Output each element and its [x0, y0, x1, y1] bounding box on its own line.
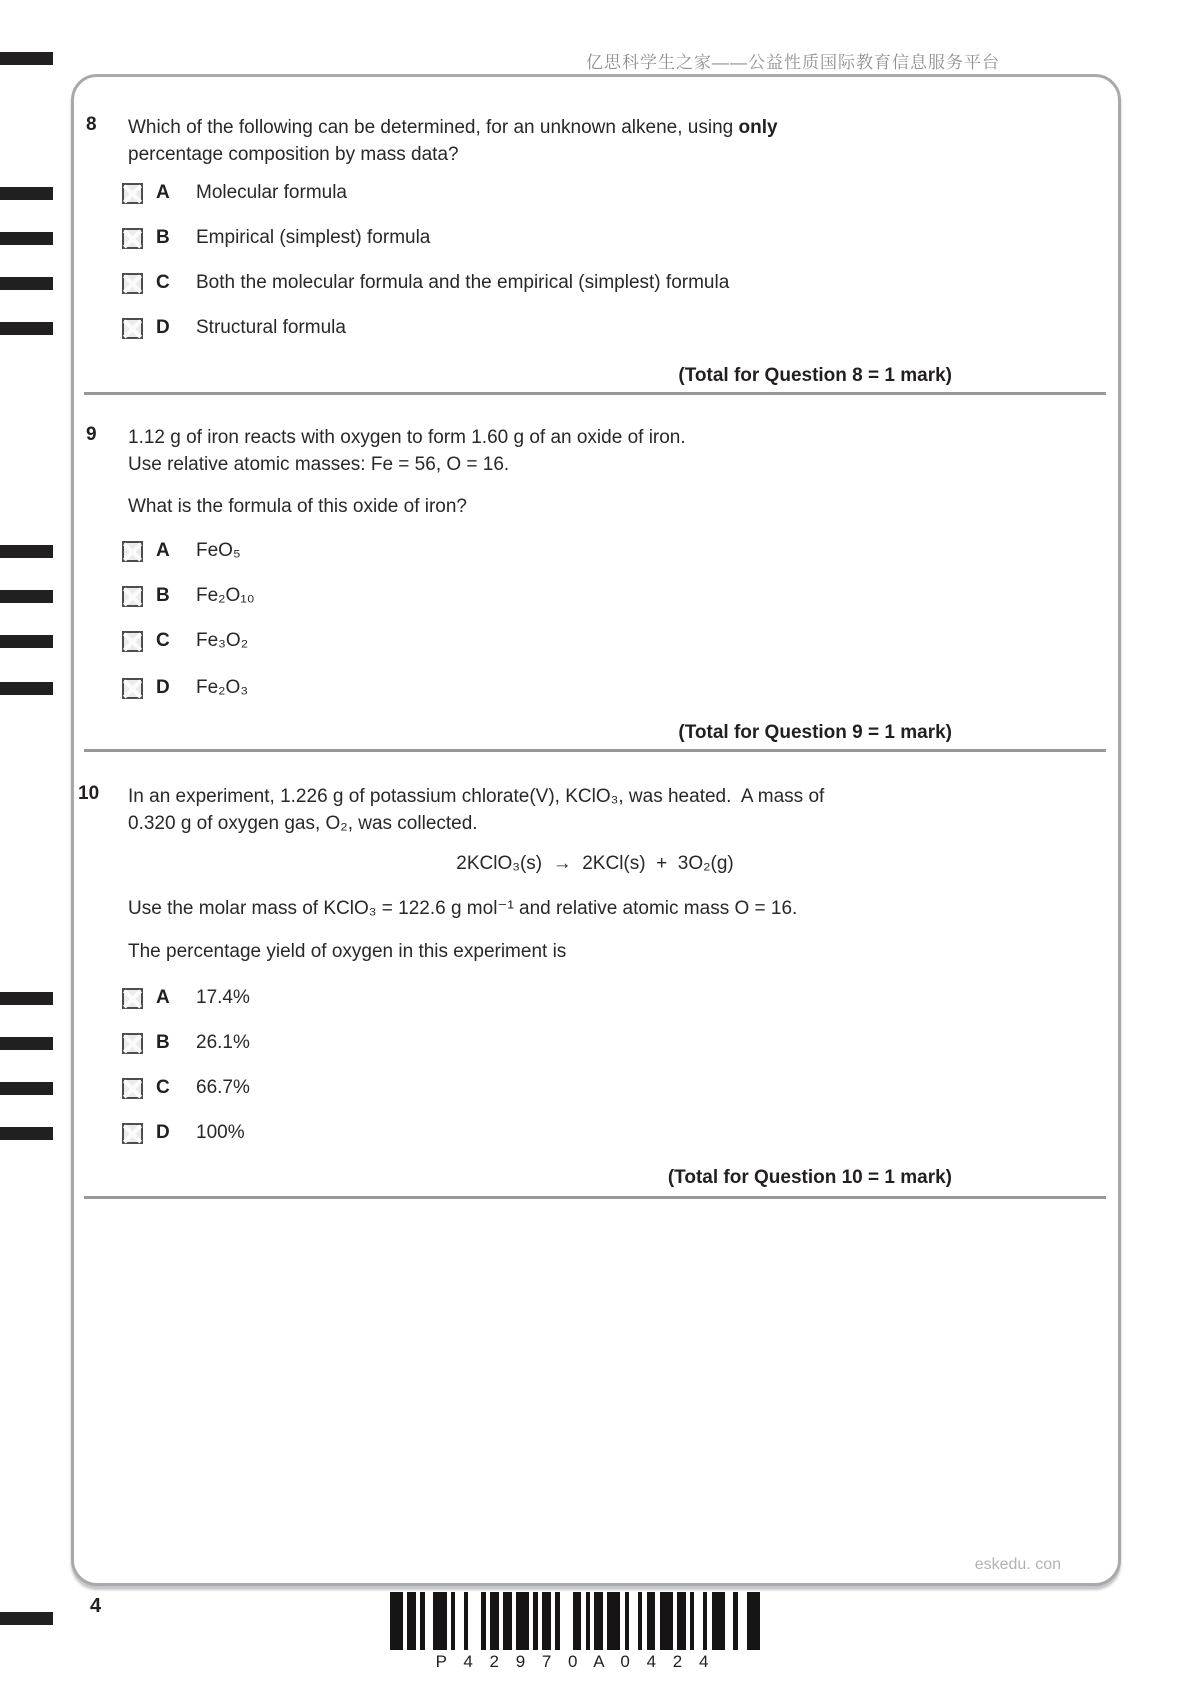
answer-checkbox[interactable]	[122, 988, 143, 1009]
question-number: 10	[78, 783, 100, 804]
option-letter: B	[156, 585, 170, 606]
registration-mark	[0, 545, 53, 558]
question-text-part: percentage composition by mass data?	[128, 144, 459, 165]
option-label: FeO₅	[196, 540, 241, 561]
answer-checkbox[interactable]	[122, 541, 143, 562]
option-row	[122, 628, 248, 654]
registration-mark	[0, 52, 53, 65]
option-letter: A	[156, 987, 170, 1008]
registration-mark	[0, 1082, 53, 1095]
chemical-equation: 2KClO₃(s) → 2KCl(s) + 3O₂(g)	[456, 853, 734, 874]
option-letter: A	[156, 540, 170, 561]
option-row	[122, 675, 248, 701]
registration-mark	[0, 187, 53, 200]
answer-checkbox[interactable]	[122, 1123, 143, 1144]
site-banner: 亿思科学生之家——公益性质国际教育信息服务平台	[586, 53, 1000, 72]
option-label: Both the molecular formula and the empirical (simplest) formula	[196, 272, 730, 293]
option-letter: C	[156, 272, 170, 293]
answer-checkbox[interactable]	[122, 273, 143, 294]
answer-checkbox[interactable]	[122, 318, 143, 339]
answer-checkbox[interactable]	[122, 631, 143, 652]
question-number: 9	[86, 424, 97, 445]
option-label: 17.4%	[196, 987, 250, 1008]
option-letter: A	[156, 182, 170, 203]
question-text-part: Which of the following can be determined, for an unknown alkene, using	[128, 117, 739, 138]
question-prompt: The percentage yield of oxygen in this experiment is	[128, 941, 567, 962]
option-letter: D	[156, 677, 170, 698]
watermark: eskedu. con	[974, 1556, 1061, 1573]
total-marks-line: (Total for Question 10 = 1 mark)	[667, 1167, 952, 1188]
question-text	[128, 783, 1078, 837]
registration-mark	[0, 590, 53, 603]
option-label: Fe₃O₂	[196, 630, 249, 651]
barcode-label: P 4 2 9 7 0 A 0 4 2 4	[435, 1652, 715, 1671]
answer-checkbox[interactable]	[122, 228, 143, 249]
option-row	[122, 315, 346, 341]
section-divider	[84, 749, 1106, 752]
section-divider	[84, 1196, 1106, 1199]
question-text-bold: only	[738, 117, 778, 138]
option-letter: B	[156, 1032, 170, 1053]
question-text-part: In an experiment, 1.226 g of potassium chlorate(V), KClO₃, was heated. A mass of	[128, 786, 825, 807]
option-row	[122, 583, 255, 609]
question-prompt: What is the formula of this oxide of iron?	[128, 496, 467, 517]
option-row	[122, 180, 347, 206]
option-row	[122, 1075, 250, 1101]
option-label: 66.7%	[196, 1077, 250, 1098]
question-text	[128, 424, 1078, 478]
option-row	[122, 538, 241, 564]
registration-mark	[0, 322, 53, 335]
option-row	[122, 270, 729, 296]
option-row	[122, 225, 430, 251]
answer-checkbox[interactable]	[122, 183, 143, 204]
option-label: Fe₂O₁₀	[196, 585, 255, 606]
registration-mark	[0, 1037, 53, 1050]
option-row	[122, 985, 250, 1011]
registration-mark	[0, 1612, 53, 1625]
question-text-part: Use relative atomic masses: Fe = 56, O = 16.	[128, 454, 510, 475]
total-marks-line: (Total for Question 8 = 1 mark)	[678, 365, 952, 386]
option-label: 26.1%	[196, 1032, 250, 1053]
section-divider	[84, 392, 1106, 395]
answer-checkbox[interactable]	[122, 586, 143, 607]
answer-checkbox[interactable]	[122, 1033, 143, 1054]
registration-mark	[0, 635, 53, 648]
option-letter: C	[156, 1077, 170, 1098]
registration-mark	[0, 232, 53, 245]
question-number: 8	[86, 114, 97, 135]
registration-mark	[0, 682, 53, 695]
option-letter: D	[156, 317, 170, 338]
option-label: Structural formula	[196, 317, 346, 338]
option-letter: C	[156, 630, 170, 651]
answer-checkbox[interactable]	[122, 678, 143, 699]
registration-mark	[0, 277, 53, 290]
answer-checkbox[interactable]	[122, 1078, 143, 1099]
registration-mark	[0, 992, 53, 1005]
question-text-part: 0.320 g of oxygen gas, O₂, was collected.	[128, 813, 478, 834]
option-label: 100%	[196, 1122, 245, 1143]
question-note: Use the molar mass of KClO₃ = 122.6 g mol⁻¹ and relative atomic mass O = 16.	[128, 898, 798, 919]
option-letter: B	[156, 227, 170, 248]
total-marks-line: (Total for Question 9 = 1 mark)	[678, 722, 952, 743]
option-label: Fe₂O₃	[196, 677, 249, 698]
question-text	[128, 114, 1078, 168]
option-letter: D	[156, 1122, 170, 1143]
registration-mark	[0, 1127, 53, 1140]
option-label: Empirical (simplest) formula	[196, 227, 431, 248]
barcode	[390, 1592, 760, 1650]
question-text-part: 1.12 g of iron reacts with oxygen to form 1.60 g of an oxide of iron.	[128, 427, 686, 448]
option-label: Molecular formula	[196, 182, 347, 203]
option-row	[122, 1030, 250, 1056]
page-number: 4	[90, 1595, 102, 1617]
option-row	[122, 1120, 245, 1146]
